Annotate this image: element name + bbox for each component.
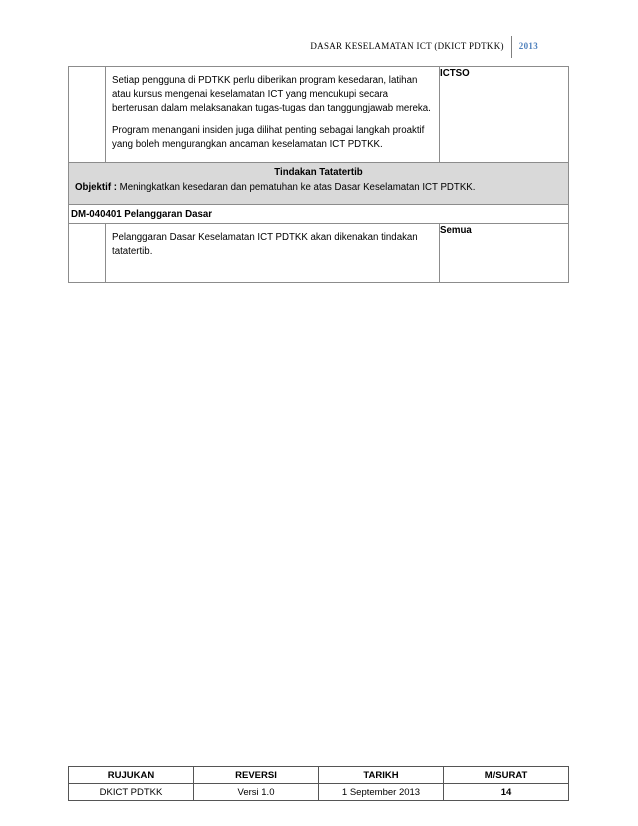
footer-header-tarikh: TARIKH <box>319 767 444 784</box>
section-header-cell <box>69 163 569 205</box>
header-title: DASAR KESELAMATAN ICT (DKICT PDTKK) <box>310 41 504 51</box>
description-paragraph: Pelanggaran Dasar Keselamatan ICT PDTKK akan dikenakan tindakan tatatertib. <box>112 232 418 257</box>
footer-value-tarikh: 1 September 2013 <box>319 784 444 801</box>
footer-value-page: 14 <box>444 784 569 801</box>
footer-header-reversi: REVERSI <box>194 767 319 784</box>
footer-header-msurat: M/SURAT <box>444 767 569 784</box>
policy-table <box>68 66 569 283</box>
description-cell <box>106 67 440 163</box>
section-objective <box>75 181 562 195</box>
section-title: Tindakan Tatatertib <box>274 167 363 178</box>
indent-cell <box>69 224 106 283</box>
footer-header-rujukan: RUJUKAN <box>69 767 194 784</box>
section-header-row <box>69 163 569 205</box>
footer-value-reversi: Versi 1.0 <box>194 784 319 801</box>
policy-code-row <box>69 205 569 224</box>
description-cell <box>106 224 440 283</box>
indent-cell <box>69 67 106 163</box>
table-row <box>69 67 569 163</box>
objective-label: Objektif : <box>75 182 117 193</box>
responsibility-cell: ICTSO <box>440 67 569 163</box>
objective-text: Meningkatkan kesedaran dan pematuhan ke atas Dasar Keselamatan ICT PDTKK. <box>116 182 476 193</box>
footer-header-row <box>69 767 569 784</box>
description-paragraph: Setiap pengguna di PDTKK perlu diberikan program kesedaran, latihan atau kursus mengenai keselamatan ICT yang mencukupi secara berterusan dalam melaksanakan tugas-tugas dan tanggungjawab mereka. <box>112 75 431 114</box>
footer-value-row <box>69 784 569 801</box>
table-row <box>69 224 569 283</box>
description-paragraph: Program menangani insiden juga dilihat penting sebagai langkah proaktif yang boleh mengurangkan ancaman keselamatan ICT PDTKK. <box>112 125 425 150</box>
policy-code: DM-040401 Pelanggaran Dasar <box>69 205 569 224</box>
footer-value-rujukan: DKICT PDTKK <box>69 784 194 801</box>
page-header <box>310 36 538 58</box>
footer-table <box>68 766 569 801</box>
header-year: 2013 <box>518 41 538 51</box>
responsibility-cell: Semua <box>440 224 569 283</box>
